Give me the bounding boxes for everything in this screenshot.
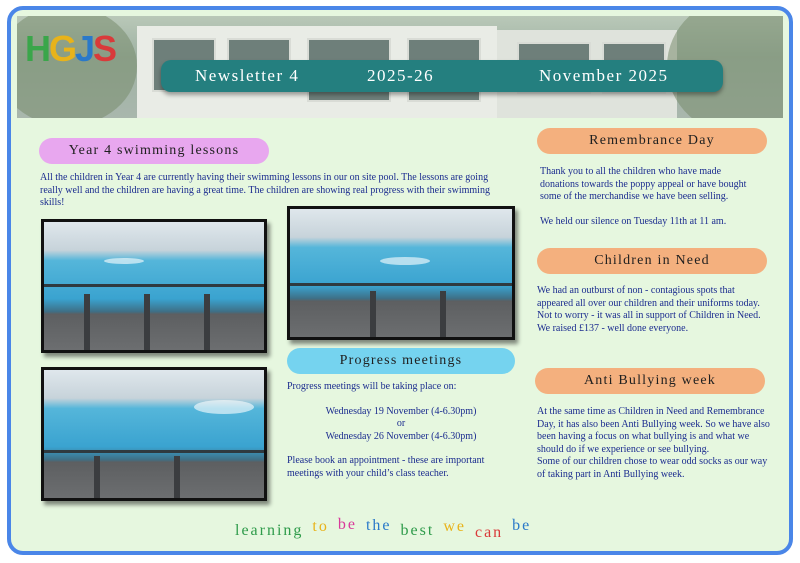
- pool-post: [174, 456, 180, 498]
- logo-letter: S: [93, 28, 116, 69]
- pool-rail: [44, 284, 264, 287]
- swimming-photo-2: [287, 206, 515, 340]
- swimming-heading: Year 4 swimming lessons: [39, 138, 269, 164]
- remembrance-text: [540, 166, 762, 228]
- remembrance-heading: Remembrance Day: [537, 128, 767, 154]
- academic-year: 2025-26: [367, 66, 435, 85]
- water-splash: [380, 257, 430, 265]
- motto-word: learning: [235, 522, 304, 539]
- motto-word: we: [443, 518, 466, 535]
- motto-word: be: [512, 517, 532, 534]
- progress-note: Please book an appointment - these are important meetings with your child’s class teacher.: [287, 455, 485, 479]
- pool-rail: [44, 450, 264, 453]
- anti-bullying-heading: Anti Bullying week: [535, 368, 765, 394]
- pool-post: [370, 291, 376, 337]
- newsletter-number: Newsletter 4: [195, 66, 300, 85]
- progress-text: [287, 381, 515, 480]
- motto-word: to: [312, 518, 329, 535]
- progress-date-1: Wednesday 19 November (4-6.30pm): [325, 405, 477, 417]
- motto-word: can: [474, 524, 504, 541]
- anti-bullying-text: [537, 406, 777, 481]
- pool-rail: [290, 283, 512, 286]
- newsletter-month: November 2025: [539, 66, 669, 85]
- water-splash: [194, 400, 254, 414]
- header-banner: [17, 16, 783, 118]
- pool-post: [84, 294, 90, 350]
- progress-intro: Progress meetings will be taking place on:: [287, 381, 457, 392]
- remembrance-body: Thank you to all the children who have made donations towards the poppy appeal or have bought some of the merchandise we have been selling.: [540, 166, 747, 202]
- motto-word: the: [365, 517, 392, 534]
- pool-post: [204, 294, 210, 350]
- pool-post: [94, 456, 100, 498]
- progress-or: or: [396, 418, 406, 429]
- motto-word: best: [400, 522, 435, 539]
- progress-date-2: Wednesday 26 November (4-6.30pm): [325, 430, 477, 442]
- newsletter-page: [7, 6, 793, 555]
- logo-letter: J: [75, 28, 94, 69]
- pool-post: [440, 291, 446, 337]
- anti-bullying-odd-socks: Some of our children chose to wear odd socks as our way of taking part in Anti Bullying week.: [537, 456, 768, 480]
- swimming-photo-3: [41, 367, 267, 501]
- remembrance-silence: We held our silence on Tuesday 11th at 11 am.: [540, 215, 727, 227]
- pool-post: [144, 294, 150, 350]
- swimming-photo-1: [41, 219, 267, 353]
- logo-letter: H: [25, 28, 49, 69]
- anti-bullying-body: At the same time as Children in Need and Remembrance Day, it has also been Anti Bullying week. So we have also been having a focus on what bullying is and what we should do if we experience or see bullying.: [537, 406, 770, 455]
- children-in-need-raised: We raised £137 - well done everyone.: [537, 322, 689, 334]
- swimming-body: All the children in Year 4 are currently having their swimming lessons in our on site pool. The lessons are going really well and the children are having a great time. The children are showing real progress with their swimming skills!: [40, 172, 490, 208]
- logo-letter: G: [49, 28, 76, 69]
- children-in-need-body: We had an outburst of non - contagious spots that appeared all over our children and their uniforms today. Not to worry - it was all in support of Children in Need.: [537, 285, 761, 321]
- school-logo: [25, 28, 115, 70]
- newsletter-title-bar: [161, 60, 723, 92]
- motto-word: be: [337, 516, 357, 533]
- progress-heading: Progress meetings: [287, 348, 515, 374]
- children-in-need-heading: Children in Need: [537, 248, 767, 274]
- children-in-need-text: [537, 285, 765, 335]
- swimming-text: [40, 172, 502, 210]
- water-splash: [104, 258, 144, 264]
- school-motto: [235, 516, 535, 541]
